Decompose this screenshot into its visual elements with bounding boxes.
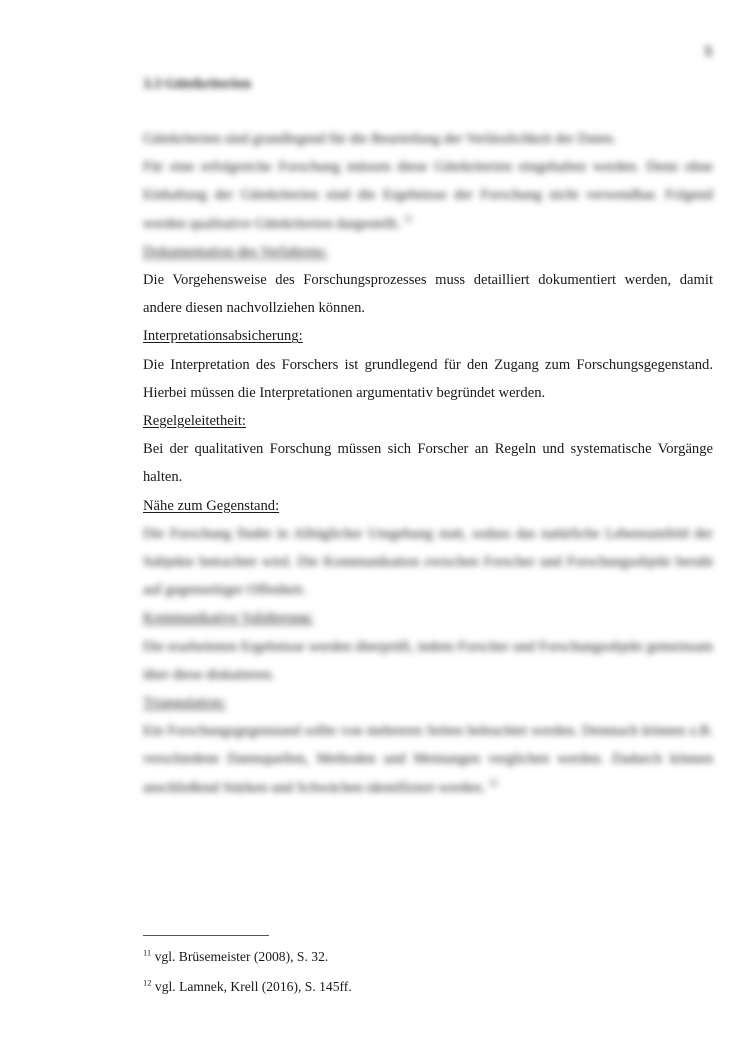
criterion-paragraph-triangulation xyxy=(143,717,713,802)
footnote-12 xyxy=(143,972,713,1002)
footnote-ref-11: 11 xyxy=(404,213,413,224)
criterion-text-rules: Bei der qualitativen Forschung müssen sich Forscher an Regeln und systematische Vorgänge halten. xyxy=(143,441,713,486)
intro-line-1: Gütekriterien sind grundlegend für die Beurteilung der Verlässlichkeit der Daten. xyxy=(143,131,617,147)
criterion-text-proximity: Die Forschung findet in Alltäglicher Umgebung statt, sodass das natürliche Lebensumfeld der Subjekte betrachtet wird. Die Kommunikation zwischen Forscher und Forschungsobjekt beruht auf gegenseitiger Offenheit. xyxy=(143,525,713,599)
footnote-number: 12 xyxy=(143,977,152,988)
section-heading: 3.3 Gütekriterien xyxy=(143,76,251,92)
criterion-title-validation: Kommunikative Validierung: xyxy=(143,610,314,627)
criterion-text-documentation: Die Vorgehensweise des Forschungsprozesses muss detailliert dokumentiert werden, damit andere diesen nachvollziehen können. xyxy=(143,272,713,317)
intro-paragraph xyxy=(143,153,713,238)
criterion-title-triangulation: Triangulation: xyxy=(143,695,226,712)
page-number: 5 xyxy=(704,44,712,60)
intro-text: Für eine erfolgreiche Forschung müssen diese Gütekriterien eingehalten werden. Denn ohne Einhaltung der Gütekriterien sind die Ergebnisse der Forschung nicht verwendbar. Folgend werden qualitative Gütekriterien dargestellt. xyxy=(143,159,713,232)
footnote-separator xyxy=(143,935,269,936)
footnote-11 xyxy=(143,942,713,972)
footnote-number: 11 xyxy=(143,947,152,958)
footnote-ref-12: 12 xyxy=(488,777,498,788)
criterion-title-proximity: Nähe zum Gegenstand: xyxy=(143,497,280,514)
criterion-text-validation: Die erarbeiteten Ergebnisse werden überprüft, indem Forscher und Forschungsobjekt gemeinsam über diese diskutieren. xyxy=(143,638,713,683)
criterion-text-triangulation: Ein Forschungsgegenstand sollte von mehreren Seiten beleuchtet werden. Demnach können z.B. verschiedene Datenquellen, Methoden und Meinungen verglichen werden. Dadurch können anschließend Stärken und Schwächen identifiziert werden. xyxy=(143,723,713,796)
footnote-text: vgl. Brüsemeister (2008), S. 32. xyxy=(154,949,329,964)
criterion-title-rules: Regelgeleitetheit: xyxy=(143,413,246,430)
criterion-title-documentation: Dokumentation des Verfahrens: xyxy=(143,243,328,260)
criterion-title-interpretation: Interpretationsabsicherung: xyxy=(143,328,303,345)
main-content xyxy=(143,70,713,802)
footnotes xyxy=(143,942,713,1002)
criterion-text-interpretation: Die Interpretation des Forschers ist grundlegend für den Zugang zum Forschungsgegenstand. Hierbei müssen die Interpretationen argumentativ begründet werden. xyxy=(143,356,713,401)
footnote-text: vgl. Lamnek, Krell (2016), S. 145ff. xyxy=(154,979,352,994)
